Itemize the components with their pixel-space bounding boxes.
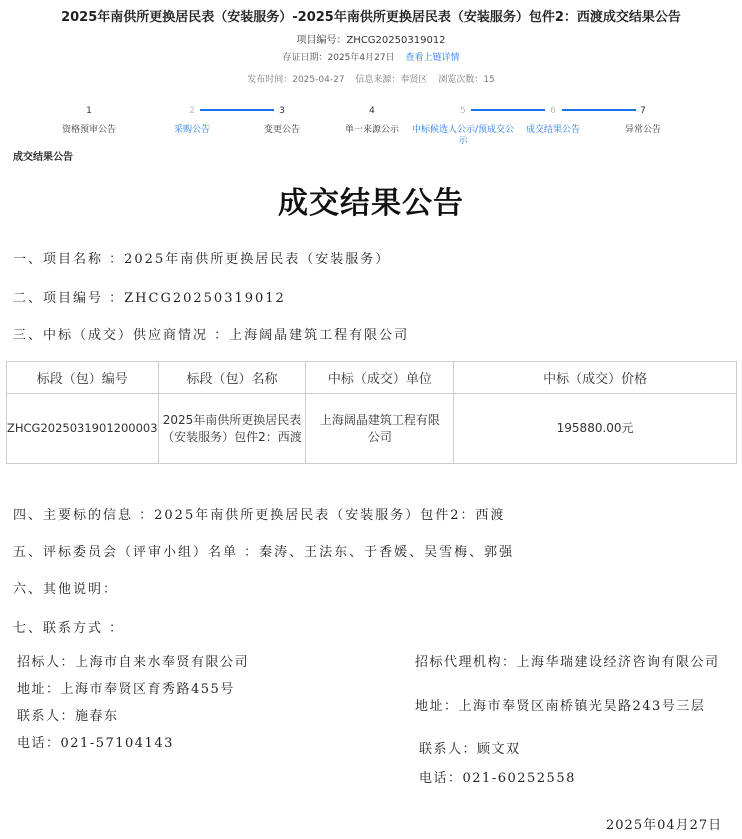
chain-details-link[interactable]: 查看上链详情 bbox=[405, 53, 460, 63]
step-number: 4 bbox=[369, 106, 375, 116]
step-label: 单一来源公示 bbox=[344, 125, 399, 135]
section-committee: 五、评标委员会（评审小组）名单 ：秦涛、王法东、于香媛、吴雪梅、郭强 bbox=[13, 545, 515, 560]
section-project-number: 二、项目编号 ：ZHCG20250319012 bbox=[13, 291, 286, 306]
section-supplier: 三、中标（成交）供应商情况 ：上海阔晶建筑工程有限公司 bbox=[13, 328, 410, 343]
step-abnormal[interactable] bbox=[588, 105, 698, 136]
step-number: 5 bbox=[460, 106, 466, 116]
step-label: 采购公告 bbox=[173, 125, 210, 135]
deposit-date: 存证日期：2025年4月27日 bbox=[282, 53, 395, 63]
section-other: 六、其他说明： bbox=[13, 582, 119, 597]
publish-time: 发布时间：2025-04-27 bbox=[247, 75, 345, 85]
section-main-subject: 四、主要标的信息 ：2025年南供所更换居民表（安装服务）包件2：西渡 bbox=[13, 508, 506, 523]
step-number: 1 bbox=[86, 106, 92, 116]
cell-lot-name: 2025年南供所更换居民表（安装服务）包件2：西渡 bbox=[158, 394, 306, 464]
document-date: 2025年04月27日 bbox=[606, 818, 723, 833]
agency-person: 联系人：顾文双 bbox=[419, 742, 521, 757]
view-count: 浏览次数：15 bbox=[438, 75, 495, 85]
cell-price: 195880.00元 bbox=[454, 394, 737, 464]
tenderer-org: 招标人：上海市自来水奉贤有限公司 bbox=[17, 655, 250, 670]
step-number: 3 bbox=[279, 106, 285, 116]
tenderer-tel: 电话：021-57104143 bbox=[17, 736, 174, 751]
step-label: 资格预审公告 bbox=[61, 125, 116, 135]
step-qualification[interactable] bbox=[34, 105, 144, 136]
step-number: 6 bbox=[550, 106, 556, 116]
tenderer-address: 地址：上海市奉贤区育秀路455号 bbox=[17, 682, 235, 697]
agency-tel: 电话：021-60252558 bbox=[419, 771, 576, 786]
step-number: 2 bbox=[189, 106, 195, 116]
document-title: 成交结果公告 bbox=[278, 186, 464, 221]
project-number: 项目编号：ZHCG20250319012 bbox=[296, 35, 446, 46]
col-header-winner: 中标（成交）单位 bbox=[306, 362, 454, 394]
breadcrumb: 成交结果公告 bbox=[13, 152, 73, 163]
info-source: 信息来源：奉贤区 bbox=[355, 75, 428, 85]
process-steps bbox=[0, 105, 742, 150]
page-title: 2025年南供所更换居民表（安装服务）-2025年南供所更换居民表（安装服务）包件2：西渡成交结果公告 bbox=[61, 10, 681, 25]
agency-org: 招标代理机构：上海华瑞建设经济咨询有限公司 bbox=[415, 655, 720, 670]
col-header-price: 中标（成交）价格 bbox=[454, 362, 737, 394]
publish-meta bbox=[0, 72, 742, 85]
step-label: 变更公告 bbox=[263, 125, 300, 135]
agency-address: 地址：上海市奉贤区南桥镇光昊路243号三层 bbox=[415, 699, 706, 714]
table-row bbox=[7, 394, 737, 464]
col-header-lot-number: 标段（包）编号 bbox=[7, 362, 159, 394]
step-label: 成交结果公告 bbox=[525, 125, 580, 135]
section-project-name: 一、项目名称 ：2025年南供所更换居民表（安装服务） bbox=[13, 252, 391, 267]
step-number: 7 bbox=[640, 106, 646, 116]
step-label: 异常公告 bbox=[624, 125, 661, 135]
step-label: 中标候选人公示/预成交公示 bbox=[411, 125, 515, 146]
cell-lot-number: ZHCG2025031901200003 bbox=[7, 394, 159, 464]
section-contact: 七、联系方式 ： bbox=[13, 621, 125, 636]
deposit-info bbox=[0, 50, 742, 63]
table-header-row bbox=[7, 362, 737, 394]
col-header-lot-name: 标段（包）名称 bbox=[158, 362, 306, 394]
result-table bbox=[6, 361, 737, 464]
tenderer-person: 联系人：施春东 bbox=[17, 709, 119, 724]
cell-winner: 上海阔晶建筑工程有限公司 bbox=[306, 394, 454, 464]
